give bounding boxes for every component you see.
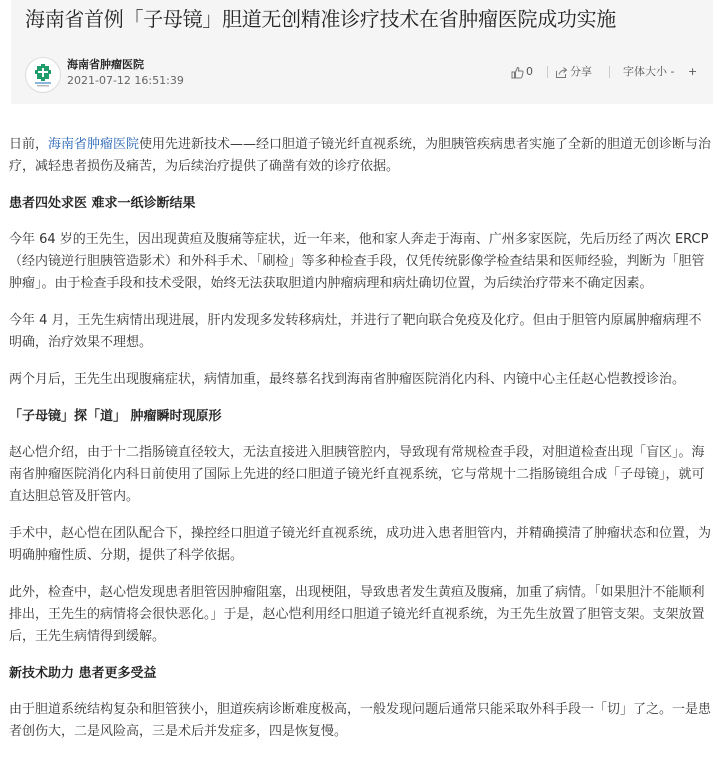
paragraph: 今年 64 岁的王先生，因出现黄疸及腹痛等症状，近一年来，他和家人奔走于海南、广州多家医院，先后历经了两次 ERCP（经内镜逆行胆胰管造影术）和外科手术、「刷检」等多种检查手段，仅凭传统影像学检查结果和医师经验，判断为「胆管肿瘤」。由于检查手段和技术受限，始终无法获取胆道内肿瘤病理和病灶确切位置，为后续治疗带来不确定因素。 [9, 232, 709, 291]
paragraph-text: 使用先进新技术——经口胆道子镜光纤直视系统，为胆胰管疾病患者实施了全新的胆道无创诊断与治疗，减轻患者损伤及痛苦，为后续治疗提供了确凿有效的诊疗依据。 [9, 137, 712, 174]
font-size-control[interactable] [623, 63, 697, 81]
font-size-increase[interactable]: + [687, 65, 698, 78]
like-button[interactable] [511, 63, 533, 81]
avatar[interactable] [25, 57, 61, 93]
toolbar-divider [609, 66, 610, 78]
paragraph: 两个月后，王先生出现腹痛症状，病情加重，最终慕名找到海南省肿瘤医院消化内科、内镜中心主任赵心恺教授诊治。 [9, 372, 686, 387]
toolbar-divider [547, 66, 548, 78]
paragraph: 由于胆道系统结构复杂和胆管狭小，胆道疾病诊断难度极高，一般发现问题后通常只能采取外科手段一「切」了之。一是患者创伤大，二是风险高，三是术后并发症多，四是恢复慢。 [9, 702, 712, 739]
section-heading: 患者四处求医 难求一纸诊断结果 [9, 196, 196, 211]
paragraph: 赵心恺介绍，由于十二指肠镜直径较大，无法直接进入胆胰管腔内，导致现有常规检查手段，对胆道检查出现「盲区」。海南省肿瘤医院消化内科日前使用了国际上先进的经口胆道子镜光纤直视系统，它与常规十二指肠镜组合成「子母镜」，就可直达胆总管及肝管内。 [9, 445, 705, 504]
thumbs-up-icon [511, 66, 524, 79]
publish-date: 2021-07-12 16:51:39 [67, 74, 184, 87]
paragraph [9, 134, 714, 178]
like-count: 0 [526, 65, 533, 78]
paragraph: 此外，检查中，赵心恺发现患者胆管因肿瘤阻塞，出现梗阻，导致患者发生黄疸及腹痛，加重了病情。「如果胆汁不能顺利排出，王先生的病情将会很快恶化。」于是，赵心恺利用经口胆道子镜光纤直视系统，为王先生放置了胆管支架。支架放置后，王先生病情得到缓解。 [9, 585, 705, 644]
article-body [9, 134, 714, 758]
hospital-link[interactable]: 海南省肿瘤医院 [48, 137, 140, 152]
section-heading: 「子母镜」探「道」 肿瘤瞬时现原形 [9, 409, 222, 424]
article-title: 海南省首例「子母镜」胆道无创精准诊疗技术在省肿瘤医院成功实施 [25, 7, 616, 31]
paragraph: 今年 4 月，王先生病情出现进展，肝内发现多发转移病灶，并进行了靶向联合免疫及化疗。但由于胆管内原属肿瘤病理不明确，治疗效果不理想。 [9, 313, 702, 350]
section-heading: 新技术助力 患者更多受益 [9, 666, 157, 681]
source-name[interactable]: 海南省肿瘤医院 [67, 58, 144, 71]
share-label: 分享 [570, 65, 592, 78]
paragraph: 手术中，赵心恺在团队配合下，操控经口胆道子镜光纤直视系统，成功进入患者胆管内，并精确摸清了肿瘤状态和位置，为明确肿瘤性质、分期，提供了科学依据。 [9, 526, 712, 563]
article-header [11, 0, 713, 104]
share-icon [555, 66, 568, 79]
font-size-decrease[interactable]: 字体大小 - [623, 65, 675, 78]
hospital-logo-icon [26, 58, 60, 92]
paragraph-text: 日前， [9, 137, 49, 152]
share-button[interactable] [555, 63, 592, 81]
